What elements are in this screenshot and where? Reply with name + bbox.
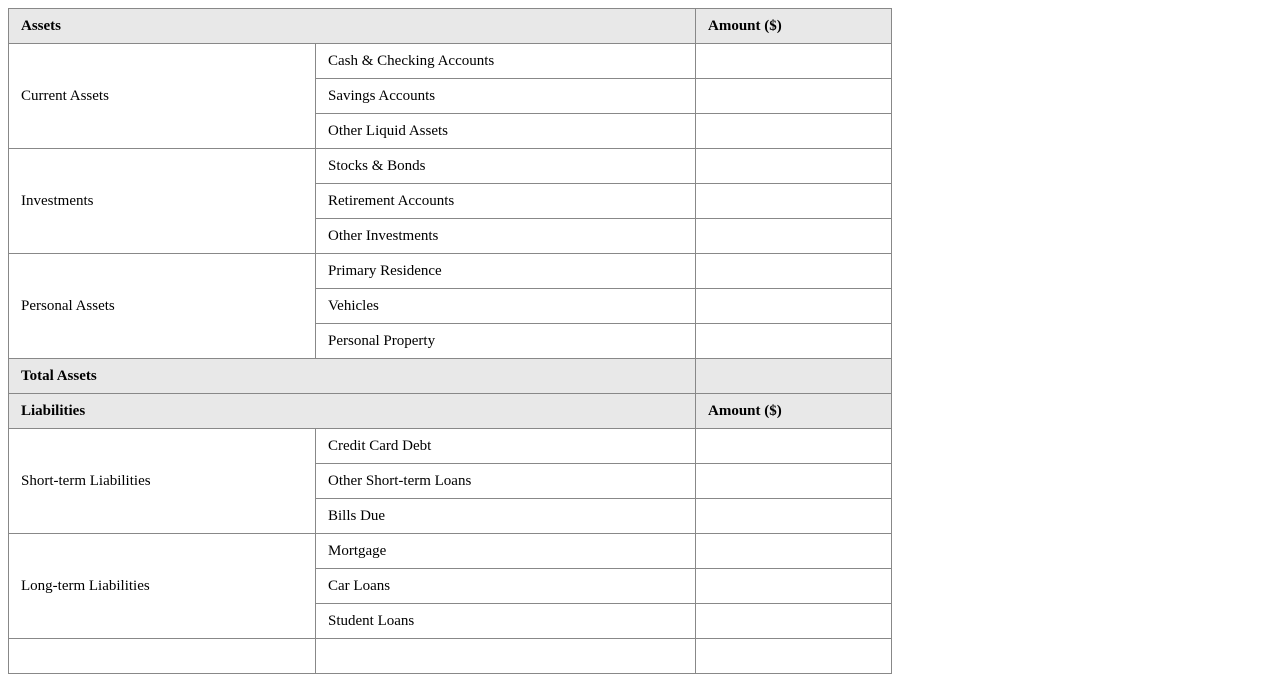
item-label: Primary Residence [316,254,696,289]
amount-cell[interactable] [696,289,892,324]
item-label: Cash & Checking Accounts [316,44,696,79]
table-row [9,639,892,674]
amount-cell[interactable] [696,219,892,254]
item-label: Other Liquid Assets [316,114,696,149]
amount-cell[interactable] [696,149,892,184]
category-short-term-liabilities: Short-term Liabilities [9,429,316,534]
liabilities-amount-header: Amount ($) [696,394,892,429]
item-label: Other Investments [316,219,696,254]
item-label: Savings Accounts [316,79,696,114]
item-label: Retirement Accounts [316,184,696,219]
amount-cell[interactable] [696,184,892,219]
table-row [9,254,892,289]
item-label: Car Loans [316,569,696,604]
total-assets-amount-cell[interactable] [696,359,892,394]
amount-cell[interactable] [696,604,892,639]
amount-cell[interactable] [696,44,892,79]
item-label: Credit Card Debt [316,429,696,464]
total-assets-label: Total Assets [9,359,696,394]
amount-cell[interactable] [696,114,892,149]
item-label: Stocks & Bonds [316,149,696,184]
category-long-term-liabilities: Long-term Liabilities [9,534,316,639]
category-cell [9,639,316,674]
category-personal-assets: Personal Assets [9,254,316,359]
amount-cell[interactable] [696,534,892,569]
table-row [9,44,892,79]
assets-amount-header: Amount ($) [696,9,892,44]
item-label: Bills Due [316,499,696,534]
amount-cell[interactable] [696,429,892,464]
amount-cell[interactable] [696,464,892,499]
category-investments: Investments [9,149,316,254]
category-current-assets: Current Assets [9,44,316,149]
amount-cell[interactable] [696,254,892,289]
amount-cell[interactable] [696,324,892,359]
amount-cell[interactable] [696,639,892,674]
item-label: Other Short-term Loans [316,464,696,499]
item-label: Student Loans [316,604,696,639]
item-label: Mortgage [316,534,696,569]
table-row [9,149,892,184]
table-row [9,534,892,569]
net-worth-table [8,8,892,674]
liabilities-header: Liabilities [9,394,696,429]
assets-header-row [9,9,892,44]
amount-cell[interactable] [696,499,892,534]
item-label: Vehicles [316,289,696,324]
amount-cell[interactable] [696,569,892,604]
amount-cell[interactable] [696,79,892,114]
item-label [316,639,696,674]
table-row [9,429,892,464]
item-label: Personal Property [316,324,696,359]
total-assets-row [9,359,892,394]
assets-header: Assets [9,9,696,44]
liabilities-header-row [9,394,892,429]
